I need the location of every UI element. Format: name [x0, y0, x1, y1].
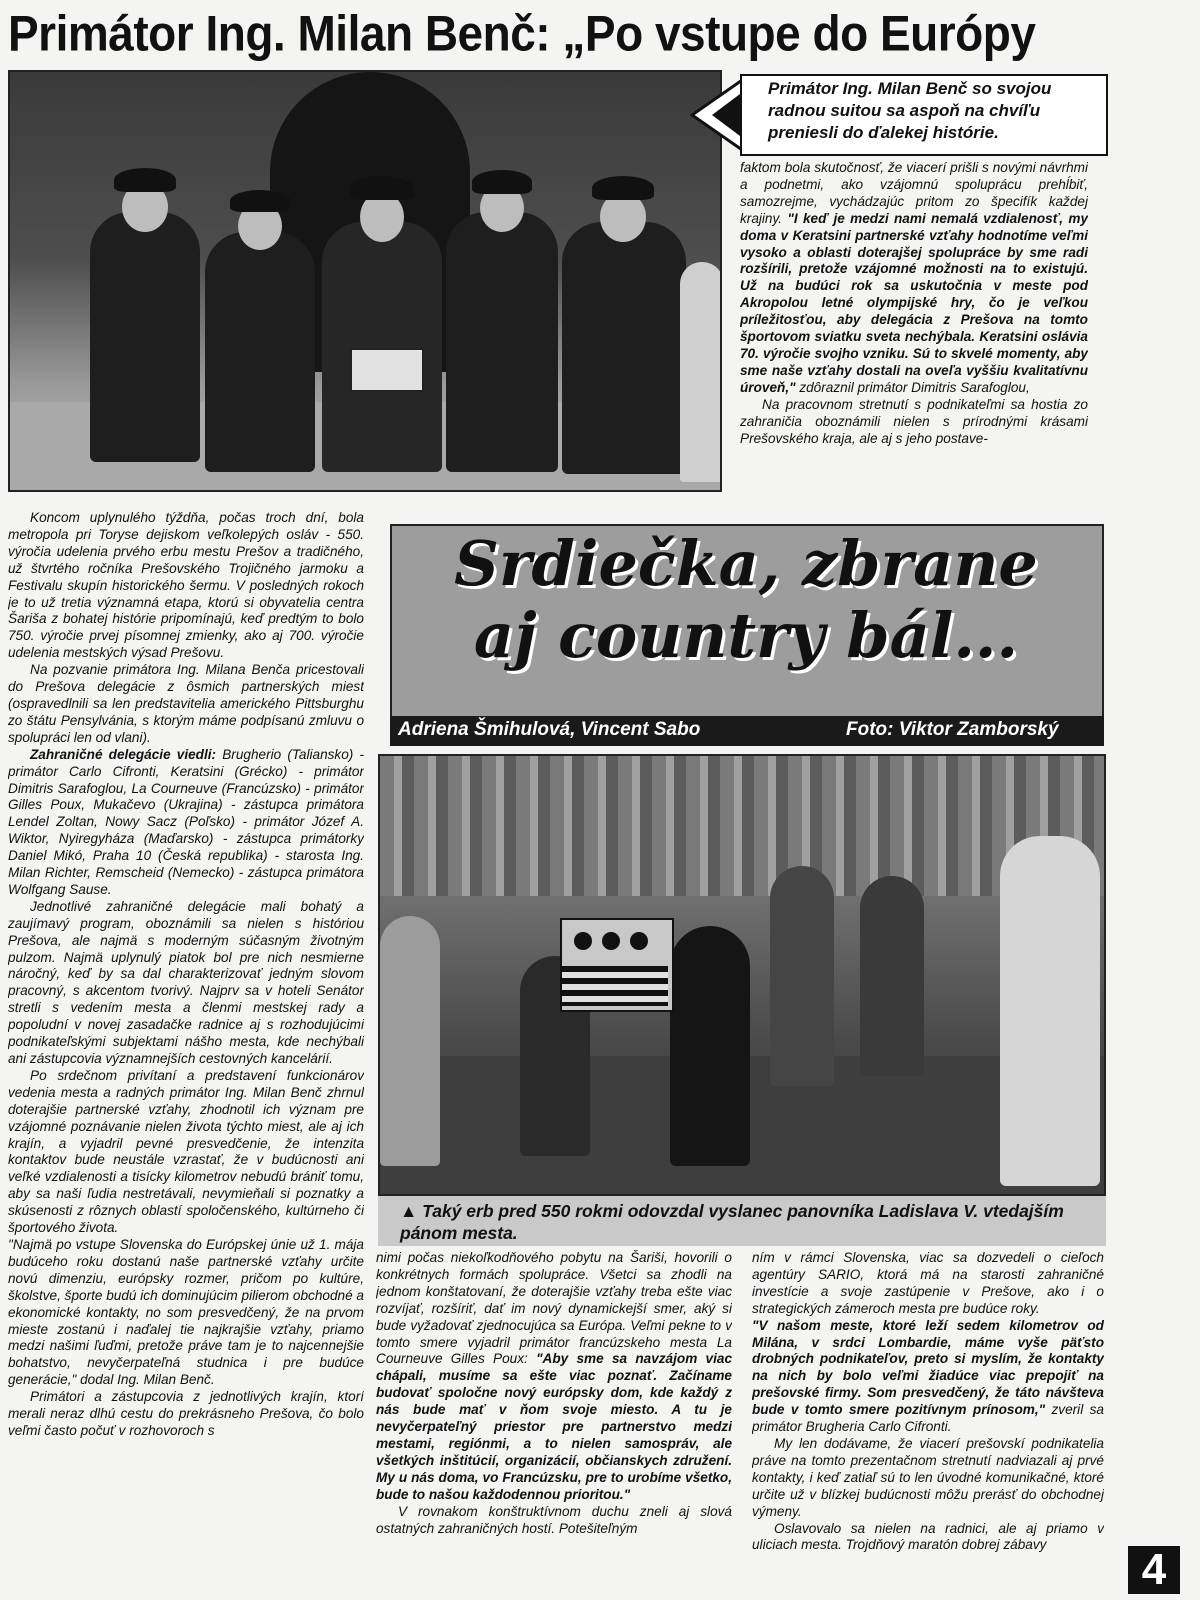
paragraph: Primátori a zástupcovia z jednotlivých krajín, ktorí merali neraz dlhú cestu do prekrásneho Prešova, čo bolo veľmi často počuť v rozhovoroch s [8, 1389, 364, 1438]
authors: Adriena Šmihulová, Vincent Sabo [398, 719, 701, 740]
column-left [8, 510, 364, 1600]
crowd-procession-photo [378, 754, 1106, 1196]
paragraph: My len dodávame, že viacerí prešovskí podnikatelia práve na tomto prezentačnom stretnutí nadviazali aj prvé kontakty, i keď zatiaľ sú to len úvodné komunikačné, ktoré určite už v blízkej budúcnosti môžu prerásť do obchodnej výmeny. [752, 1435, 1104, 1519]
column-middle-bottom [376, 1250, 732, 1600]
feature-title-line-2: aj country bál... [473, 599, 1019, 672]
attribution: zdôraznil primátor Dimitris Sarafoglou, [799, 379, 1030, 395]
paragraph: nimi počas niekoľkodňového pobytu na Šariši, hovorili o konkrétnych formách spolupráce. Všetci sa zhodli na jednom konštatovaní, že doterajšie vzťahy treba ešte viac rozvíjať, rozšíriť, dať im nový dynamickejší smer, aký si bude vyžadovať zjednocujúca sa Európa. Veľmi pekne to v tomto smere vyjadril primátor francúzskeho mesta La Courneuve Gilles Poux: [376, 1250, 732, 1367]
crowd-photo-caption: ▲ Taký erb pred 550 rokmi odovzdal vyslanec panovníka Ladislava V. vtedajším pánom mesta. [400, 1201, 1064, 1243]
page-headline: Primátor Ing. Milan Benč: „Po vstupe do Európy [8, 5, 1036, 62]
quote: "I keď je medzi nami nemalá vzdialenosť, my doma v Keratsini partnerské vzťahy hodnotíme veľmi vysoko a oblasti doterajšej spolupráce by sme radi rozšírili, pretože vzájomné možnosti na to existujú. Už na budúci rok sa uskutočnia v meste pod Akropolou letné olympijské hry, čo je veľkou príležitosťou, aby delegácia z Prešova na tomto športovom sviatku sveta nechýbala. Keratsini oslávia 70. výročie svojho vzniku. Sú to skvelé momenty, aby sme naše vzťahy dostali na oveľa vyššiu kvalitatívnu úroveň," [740, 210, 1088, 395]
quote: "Najmä po vstupe Slovenska do Európskej únie už 1. mája budúceho roku dostanú naše partnerské vzťahy určite novú dimenziu, európsky rozmer, pričom po kultúre, školstve, športe budú ich dominujúcim pilierom obchodné a ekonomické kontakty, no som presvedčený, že na prvom mieste zostanú i naďalej tie najkrajšie vzťahy, priamo medzi našimi ľuďmi, pretože práve tam je to najcennejšie bohatstvo, nevyčerpateľná studnica i pre budúce generácie," [8, 1236, 364, 1388]
paragraph: V rovnakom konštruktívnom duchu zneli aj slová ostatných zahraničných hostí. Potešiteľným [376, 1503, 732, 1536]
mayor-suite-photo [8, 70, 722, 492]
paragraph: faktom bola skutočnosť, že viacerí prišli s novými návrhmi a podnetmi, ako vzájomnú spoluprácu prehĺbiť, samozrejme, vychádzajúc pritom zo špecifík každej krajiny. [740, 160, 1088, 226]
column-top-right [740, 160, 1088, 494]
attribution: dodal Ing. Milan Benč. [80, 1372, 215, 1388]
quote: "Aby sme sa navzájom viac chápali, musíme sa ešte viac poznať. Začíname budovať spoločne nový európsky dom, kde každý z nás bude mať v ňom svoje miesto. A tu je nevyčerpateľný priestor pre partnerstvo medzi mestami, regiónmi, a to nielen samospráv, ale všetkých inštitúcií, organizácií, občianskych združení. My u nás doma, vo Francúzsku, pre to urobíme všetko, bude to našou každodennou prioritou." [376, 1351, 732, 1502]
paragraph: Na pozvanie primátora Ing. Milana Benča pricestovali do Prešova delegácie z ôsmich partnerských miest (ospravedlnili sa len predstavitelia amerického Pittsburghu zo štátu Pensylvánia, s ktorým máme podpísanú zmluvu o spolupráci len od vlani). [8, 662, 364, 745]
paragraph: ním v rámci Slovenska, viac sa dozvedeli o cieľoch agentúry SARIO, ktorá má na starosti zahraničné investície a svoje zastúpenie v Prešove, ako i o strategických zámeroch mesta pre budúce roky. [752, 1250, 1104, 1316]
paragraph: Na pracovnom stretnutí s podnikateľmi sa hostia zo zahraničia oboznámili nielen s prírodnými krásami Prešovského kraja, ale aj s jeho postave- [740, 396, 1088, 446]
paragraph: Po srdečnom privítaní a predstavení funkcionárov vedenia mesta a radných primátor Ing. Milan Benč zhrnul doterajšie partnerské vzťahy, zhodnotil ich význam pre vzájomné poznávanie nielen života týchto miest, ale aj ich krajín, a vyjadril pevné presvedčenie, že intenzita kontaktov bude neustále vzrastať, že v budúcnosti ani veľké vzdialenosti a tisícky kilometrov nebudú brániť tomu, aby sa naši ľudia nestretávali, nevymieňali si poznatky a skúsenosti z rôznych oblastí spoločenského, kultúrneho či športového života. [8, 1067, 364, 1236]
top-photo-caption: Primátor Ing. Milan Benč so svojou radnou suitou sa aspoň na chvíľu preniesli do ďalekej histórie. [768, 79, 1052, 142]
paragraph: Oslavovalo sa nielen na radnici, ale aj priamo v uliciach mesta. Trojdňový maratón dobrej zábavy [752, 1520, 1104, 1553]
feature-title [396, 528, 1096, 672]
feature-title-line-1: Srdiečka, zbrane [454, 527, 1038, 600]
attribution: zveril sa primátor Brugheria Carlo Cifronti. [752, 1402, 1104, 1435]
page-number: 4 [1128, 1546, 1180, 1594]
paragraph: Koncom uplynulého týždňa, počas troch dní, bola metropola pri Toryse dejiskom veľkolepých osláv - 550. výročia udelenia prvého erbu mestu Prešov a tradičného, už štvrtého ročníka Prešovského Trojičného jarmoku a Festivalu skupín historického šermu. V posledných rokoch je to už tretia významná etapa, ktorú si obyvatelia centra Šariša z bohatej histórie pripomínajú, keď predtým to bolo 750. výročie prvej písomnej zmienky, ako aj 700. výročie udelenia mestských výsad Prešovu. [8, 510, 364, 661]
column-right-bottom [752, 1250, 1104, 1600]
delegation-list: Brugherio (Taliansko) - primátor Carlo Cifronti, Keratsini (Grécko) - primátor Dimitris Sarafoglou, La Courneuve (Francúzsko) - primátor Gilles Poux, Mukačevo (Ukrajina) - zástupca primátora Lendel Zoltan, Nowy Sacz (Poľsko) - primátor Józef A. Wiktor, Nyiregyháza (Maďarsko) - zástupca primátorky Daniel Mikó, Praha 10 (Česká republika) - starosta Ing. Milan Richter, Remscheid (Nemecko) - zástupca primátora Wolfgang Sause. [8, 746, 364, 897]
quote: "V našom meste, ktoré leží sedem kilometrov od Milána, v srdci Lombardie, máme vyše päťsto drobných podnikateľov, preto si myslím, že kontakty na nich by bolo veľmi žiadúce viac prepojiť na prešovské firmy. Som presvedčený, že táto návšteva bude v tomto smere pozitívnym prínosom," [752, 1317, 1104, 1418]
photo-credit: Foto: Viktor Zamborský [846, 719, 1059, 740]
subheading: Zahraničné delegácie viedli: [30, 746, 217, 762]
paragraph: Jednotlivé zahraničné delegácie mali bohatý a zaujímavý program, oboznámili sa nielen s históriou Prešova, ale najmä s moderným súčasným životným pulzom. Najmä uplynulý piatok bol pre nich nesmierne náročný, keď by sa dal charakterizovať jedným slovom pracovný, s akcentom tvorivý. Najprv sa v hoteli Senátor stretli s vedením mesta a členmi mestskej rady a popoludní v novej zasadačke radnice aj s rozhodujúcimi podnikateľskými subjektami nášho mesta, kde nechýbali ani zástupcovia významnejších cestovných kancelárií. [8, 898, 364, 1066]
